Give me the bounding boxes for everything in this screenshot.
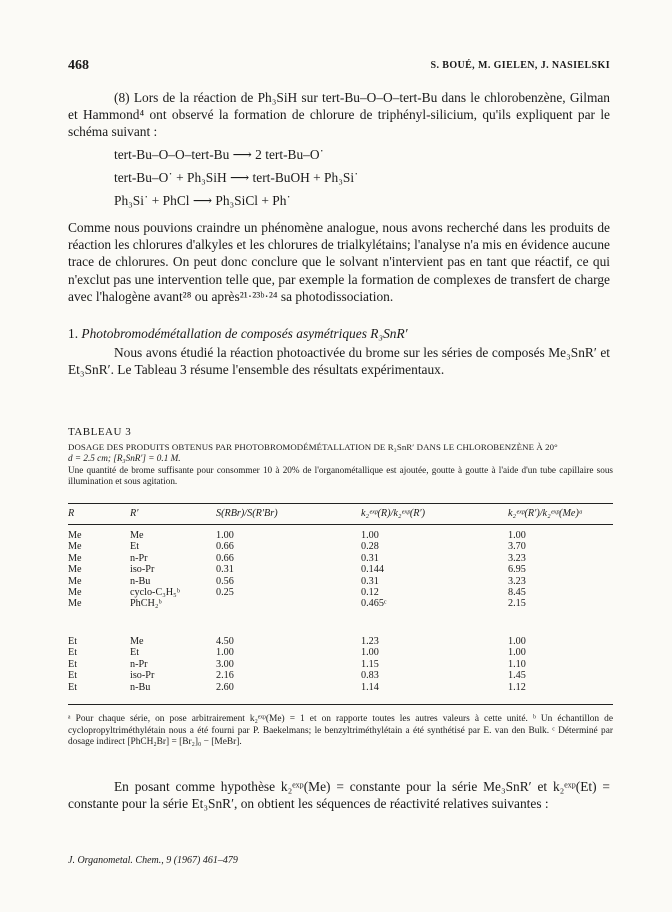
cell-r: Me (68, 530, 82, 541)
discussion-paragraph: Comme nous pouvions craindre un phénomène analogue, nous avons recherché dans les produits de réaction les chlorures d'alkyles et les chlorures de trialkylétains; l'analyse n'a mis en évidence aucune trace de chlorures. On peut donc conclure que le solvant n'intervient pas en tant que réactif, ce qui n'exclut pas une intervention telle que, par exemple la formation de complexes de transfert de charge avec l'halogène avant²⁸ ou après²¹·²³ᵇ·²⁴ sa photodissociation. (68, 220, 610, 304)
cell-k-relative-me: 1.10 (508, 658, 526, 670)
cell-r-prime: Et (130, 541, 140, 553)
cell-k-ratio: 0.28 (361, 541, 379, 553)
table-header-rule (68, 524, 613, 525)
equation-2: tert-Bu–O˙ + Ph₃SiH ⟶ tert-BuOH + Ph₃Si˙ (114, 170, 359, 185)
cell-r: Me (68, 587, 82, 598)
cell-k-ratio: 1.00 (361, 530, 379, 541)
equation-3: Ph₃Si˙ + PhCl ⟶ Ph₃SiCl + Ph˙ (114, 193, 291, 208)
cell-r-prime: Me (130, 636, 144, 647)
cell-k-ratio: 1.23 (361, 636, 379, 647)
cell-selectivity: 2.16 (216, 670, 234, 682)
cell-k-ratio: 1.00 (361, 647, 379, 659)
section-number: 1. (68, 326, 79, 341)
authors-line: S. BOUÉ, M. GIELEN, J. NASIELSKI (430, 60, 610, 71)
cell-r-prime: n-Pr (130, 552, 148, 564)
table-row (68, 636, 613, 647)
cell-r-prime: n-Bu (130, 575, 151, 587)
cell-k-relative-me: 8.45 (508, 587, 526, 598)
section-title: Photobromodémétallation de composés asymétriques R₃SnR′ (81, 326, 408, 341)
cell-k-relative-me: 2.15 (508, 598, 526, 610)
cell-selectivity: 3.00 (216, 658, 234, 670)
col-header-k-relative-me: k₂ᵉˣᵖ(R′)/k₂ᵉˣᵖ(Me)ᵃ (508, 508, 583, 519)
cell-r: Me (68, 564, 82, 576)
table-row (68, 670, 613, 681)
col-header-r: R (68, 508, 75, 519)
table-row (68, 598, 613, 609)
col-header-selectivity: S(RBr)/S(R′Br) (216, 508, 278, 519)
cell-r: Et (68, 647, 78, 659)
table-title: DOSAGE DES PRODUITS OBTENUS PAR PHOTOBROMODÉMÉTALLATION DE R₃SnR′ DANS LE CHLOROBENZÈNE À 20° (68, 442, 558, 452)
cell-r: Me (68, 552, 82, 564)
note-8-paragraph: (8) Lors de la réaction de Ph₃SiH sur tert-Bu–O–O–tert-Bu dans le chlorobenzène, Gilman et Hammond⁴ ont observé la formation de chlorure de triphényl-silicium, qu'ils expliquent par le schéma suivant : (68, 90, 610, 140)
cell-k-ratio: 0.31 (361, 552, 379, 564)
table-bottom-rule (68, 704, 613, 705)
cell-r-prime: Me (130, 530, 144, 541)
cell-r-prime: Et (130, 647, 140, 659)
equation-1: tert-Bu–O–O–tert-Bu ⟶ 2 tert-Bu–O˙ (114, 147, 324, 162)
cell-r: Me (68, 598, 82, 610)
cell-k-ratio: 0.83 (361, 670, 379, 682)
cell-r-prime: PhCH₂ᵇ (130, 598, 162, 610)
cell-k-relative-me: 1.00 (508, 647, 526, 659)
cell-k-ratio: 0.465ᶜ (361, 598, 387, 610)
table-row (68, 541, 613, 552)
cell-r: Et (68, 658, 78, 670)
page-number: 468 (68, 58, 89, 73)
section-heading (68, 326, 408, 342)
cell-r: Me (68, 575, 82, 587)
cell-k-ratio: 1.14 (361, 681, 379, 693)
cell-k-relative-me: 1.45 (508, 670, 526, 682)
table-conditions: d = 2.5 cm; [R₃SnR′] = 0.1 M. (68, 453, 181, 464)
cell-selectivity: 1.00 (216, 647, 234, 659)
col-header-r-prime: R′ (130, 508, 139, 519)
cell-k-relative-me: 6.95 (508, 564, 526, 576)
cell-k-relative-me: 3.23 (508, 575, 526, 587)
cell-r: Et (68, 681, 78, 693)
cell-k-ratio: 0.12 (361, 587, 379, 598)
cell-k-ratio: 0.31 (361, 575, 379, 587)
table-note: Une quantité de brome suffisante pour consommer 10 à 20% de l'organométallique est ajoutée, goutte à goutte à l'aide d'un tube capillaire sous illumination et sous agitation. (68, 464, 613, 487)
cell-r-prime: n-Bu (130, 681, 151, 693)
cell-r-prime: iso-Pr (130, 670, 155, 682)
table-row (68, 587, 613, 598)
cell-selectivity: 0.25 (216, 587, 234, 598)
table-row (68, 530, 613, 541)
cell-selectivity: 0.31 (216, 564, 234, 576)
table-top-rule (68, 503, 613, 504)
table-row (68, 659, 613, 670)
table-row (68, 576, 613, 587)
cell-selectivity: 1.00 (216, 530, 234, 541)
cell-k-relative-me: 1.00 (508, 530, 526, 541)
cell-k-ratio: 0.144 (361, 564, 384, 576)
cell-r: Et (68, 636, 78, 647)
cell-r: Me (68, 541, 82, 553)
table-header-row (68, 508, 613, 519)
cell-k-relative-me: 3.70 (508, 541, 526, 553)
cell-k-relative-me: 1.00 (508, 636, 526, 647)
running-header (68, 58, 610, 78)
cell-selectivity: 0.66 (216, 552, 234, 564)
cell-r: Et (68, 670, 78, 682)
table-caption (68, 442, 613, 488)
cell-selectivity: 4.50 (216, 636, 234, 647)
table-label: TABLEAU 3 (68, 426, 132, 438)
table-row (68, 682, 613, 693)
section-text: Nous avons étudié la réaction photoactivée du brome sur les séries de composés Me₃SnR′ et Et₃SnR′. Le Tableau 3 résume l'ensemble des résultats expérimentaux. (68, 345, 610, 378)
table-row (68, 564, 613, 575)
table-row (68, 647, 613, 658)
cell-selectivity: 0.56 (216, 575, 234, 587)
table-row (68, 553, 613, 564)
cell-selectivity: 0.66 (216, 541, 234, 553)
cell-k-relative-me: 1.12 (508, 681, 526, 693)
closing-paragraph: En posant comme hypothèse k₂ᵉˣᵖ(Me) = constante pour la série Me₃SnR′ et k₂ᵉˣᵖ(Et) = constante pour la série Et₃SnR′, on obtient les séquences de réactivité relatives suivantes : (68, 779, 610, 812)
journal-citation: J. Organometal. Chem., 9 (1967) 461–479 (68, 855, 238, 866)
cell-selectivity: 2.60 (216, 681, 234, 693)
table-footnotes: ᵃ Pour chaque série, on pose arbitrairement k₂ᵉˣᵖ(Me) = 1 et on rapporte toutes les autres valeurs à cette unité. ᵇ Un échantillon de cyclopropyltriméthylétain nous a été fourni par P. Baekelmans; le benzyltriméthylétain a été synthétisé par E. van den Bulk. ᶜ Déterminé par dosage indirect [PhCH₂Br] = [Br₂]₀ − [MeBr]. (68, 714, 613, 748)
cell-r-prime: cyclo-C₃H₅ᵇ (130, 587, 180, 598)
cell-r-prime: n-Pr (130, 658, 148, 670)
col-header-k-ratio: k₂ᵉˣᵖ(R)/k₂ᵉˣᵖ(R′) (361, 508, 426, 519)
cell-k-ratio: 1.15 (361, 658, 379, 670)
cell-r-prime: iso-Pr (130, 564, 155, 576)
cell-k-relative-me: 3.23 (508, 552, 526, 564)
